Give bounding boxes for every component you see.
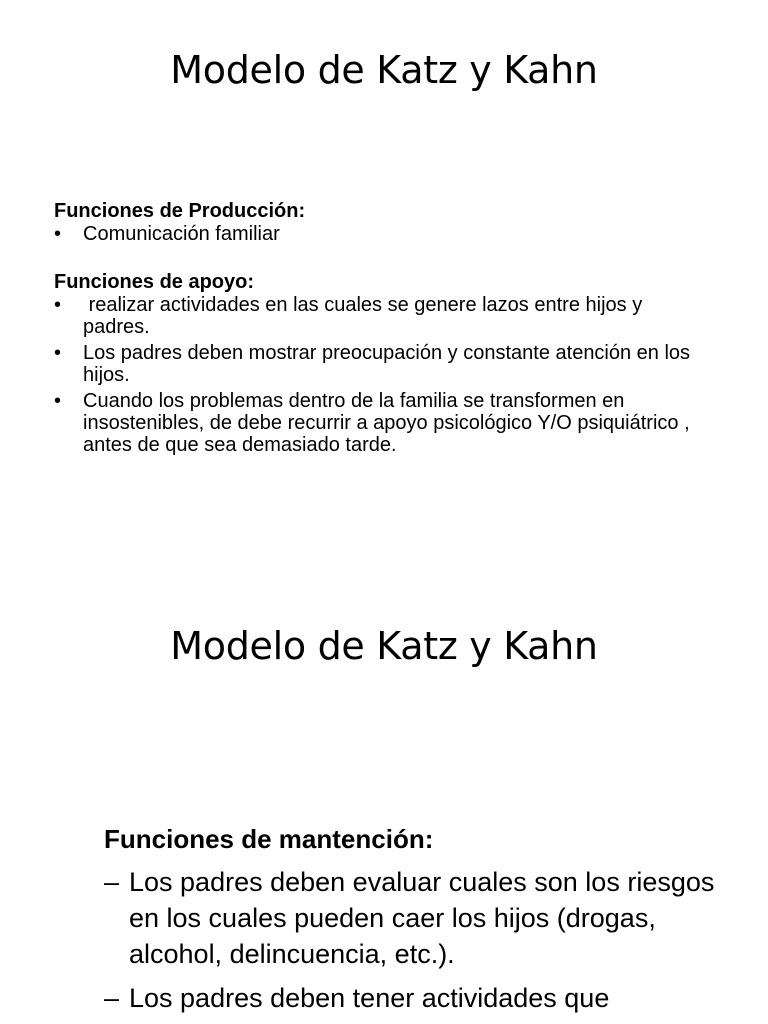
bullet-item: • Cuando los problemas dentro de la familia se transformen en insostenibles, de debe recurrir a apoyo psicológico Y/O psiquiátrico , antes de que sea demasiado tarde. [54, 390, 690, 456]
bullet-icon: • [54, 223, 62, 245]
section-heading-produccion: Funciones de Producción: [54, 200, 306, 222]
dash-icon: – [104, 983, 120, 1013]
slide-title: Modelo de Katz y Kahn [170, 624, 598, 668]
section-heading-mantencion: Funciones de mantención: [104, 824, 434, 854]
slide-body [104, 822, 724, 1024]
bullet-item: • Los padres deben mostrar preocupación y constante atención en los hijos. [54, 342, 691, 386]
slide-title: Modelo de Katz y Kahn [170, 48, 598, 92]
slide-body [54, 200, 714, 460]
bullet-icon: • [54, 342, 62, 364]
bullet-list-produccion [54, 223, 714, 245]
dash-list [104, 864, 724, 1016]
slide-2 [0, 576, 768, 1024]
bullet-item: • Comunicación familiar [54, 223, 280, 245]
dash-item: – Los padres deben tener actividades que [104, 980, 724, 1016]
dash-item: – Los padres deben evaluar cuales son los riesgos en los cuales pueden caer los hijos (drogas, alcohol, delincuencia, etc.). [104, 864, 724, 972]
bullet-item: • realizar actividades en las cuales se genere lazos entre hijos y padres. [54, 294, 648, 338]
bullet-icon: • [54, 390, 62, 412]
section-heading-apoyo: Funciones de apoyo: [54, 271, 255, 293]
bullet-icon: • [54, 294, 62, 316]
dash-icon: – [104, 867, 120, 897]
bullet-list-apoyo [54, 294, 714, 456]
